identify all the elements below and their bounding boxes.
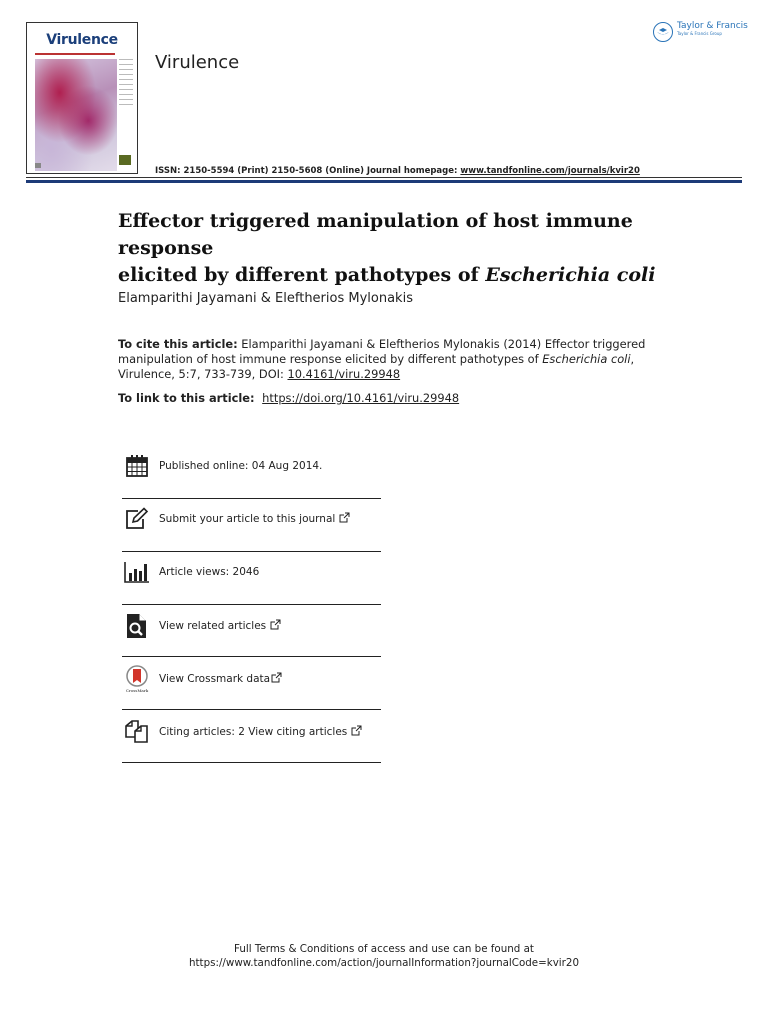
crossmark-text: View Crossmark data <box>159 673 271 685</box>
cover-badge <box>119 155 131 165</box>
cover-title: Virulence <box>46 32 118 48</box>
search-document-icon <box>122 611 152 641</box>
publisher-group: Taylor & Francis Group <box>677 31 722 36</box>
journal-homepage-link[interactable]: www.tandfonline.com/journals/kvir20 <box>460 166 640 176</box>
article-link <box>118 391 459 405</box>
citing-articles-link[interactable] <box>159 725 362 739</box>
cover-publisher-logo <box>35 163 41 168</box>
title-line-2-text: elicited by different pathotypes of <box>118 264 479 286</box>
published-row <box>122 440 381 492</box>
citing-row[interactable] <box>122 706 381 758</box>
issn-text: ISSN: 2150-5594 (Print) 2150-5608 (Online) Journal homepage: <box>155 166 458 176</box>
publisher-logo-icon <box>653 22 673 42</box>
related-articles-text: View related articles <box>159 620 267 632</box>
submit-article-text: Submit your article to this journal <box>159 513 336 525</box>
citation-source: , Virulence, 5:7, 733-739, DOI: <box>118 352 635 381</box>
cover-image <box>35 59 117 171</box>
edit-icon <box>122 504 152 534</box>
calendar-icon <box>122 451 152 481</box>
citing-articles-text: Citing articles: 2 View citing articles <box>159 726 348 738</box>
citation <box>118 337 658 382</box>
citation-doi-link[interactable]: 10.4161/viru.29948 <box>287 367 401 381</box>
journal-cover <box>26 22 138 174</box>
external-link-icon <box>339 512 350 526</box>
related-articles-link[interactable] <box>159 619 281 633</box>
authors: Elamparithi Jayamani & Eleftherios Mylonakis <box>118 291 413 306</box>
citation-text: Elamparithi Jayamani & Eleftherios Mylonakis (2014) Effector triggered manipulation of host immune response elicited by different pathotypes of <box>118 337 646 366</box>
external-link-icon <box>270 619 281 633</box>
title-species: Escherichia coli <box>485 264 656 286</box>
divider <box>122 762 381 763</box>
bar-chart-icon <box>122 557 152 587</box>
citation-label: To cite this article: <box>118 337 238 351</box>
citation-species: Escherichia coli <box>542 352 631 366</box>
article-views: Article views: 2046 <box>159 566 260 578</box>
views-row <box>122 546 381 598</box>
header-rule-thick <box>26 180 742 183</box>
link-label: To link to this article: <box>118 391 255 405</box>
cover-stripe <box>35 53 115 55</box>
external-link-icon <box>351 725 362 739</box>
external-link-icon <box>271 672 282 686</box>
issn-line <box>155 166 640 176</box>
article-doi-url[interactable]: https://doi.org/10.4161/viru.29948 <box>262 391 460 405</box>
title-line-2 <box>118 262 678 289</box>
article-title <box>118 208 678 289</box>
publisher-logo[interactable] <box>653 22 748 42</box>
footer-url[interactable]: https://www.tandfonline.com/action/journalInformation?journalCode=kvir20 <box>188 957 580 969</box>
svg-text:CrossMark: CrossMark <box>125 688 149 693</box>
footer <box>0 942 768 970</box>
title-line-1: Effector triggered manipulation of host immune response <box>118 210 633 259</box>
journal-name: Virulence <box>155 52 240 73</box>
footer-terms: Full Terms & Conditions of access and use can be found at <box>234 943 534 955</box>
published-date: Published online: 04 Aug 2014. <box>159 460 323 472</box>
publisher-name: Taylor & Francis <box>677 21 748 31</box>
cover-contents <box>119 59 133 109</box>
crossmark-row[interactable] <box>122 653 381 705</box>
citing-articles-icon <box>122 717 152 747</box>
related-row[interactable] <box>122 600 381 652</box>
crossmark-icon <box>122 664 152 694</box>
submit-row[interactable] <box>122 493 381 545</box>
submit-article-link[interactable] <box>159 512 350 526</box>
crossmark-link[interactable] <box>159 672 282 686</box>
header-rule-thin <box>26 177 742 178</box>
